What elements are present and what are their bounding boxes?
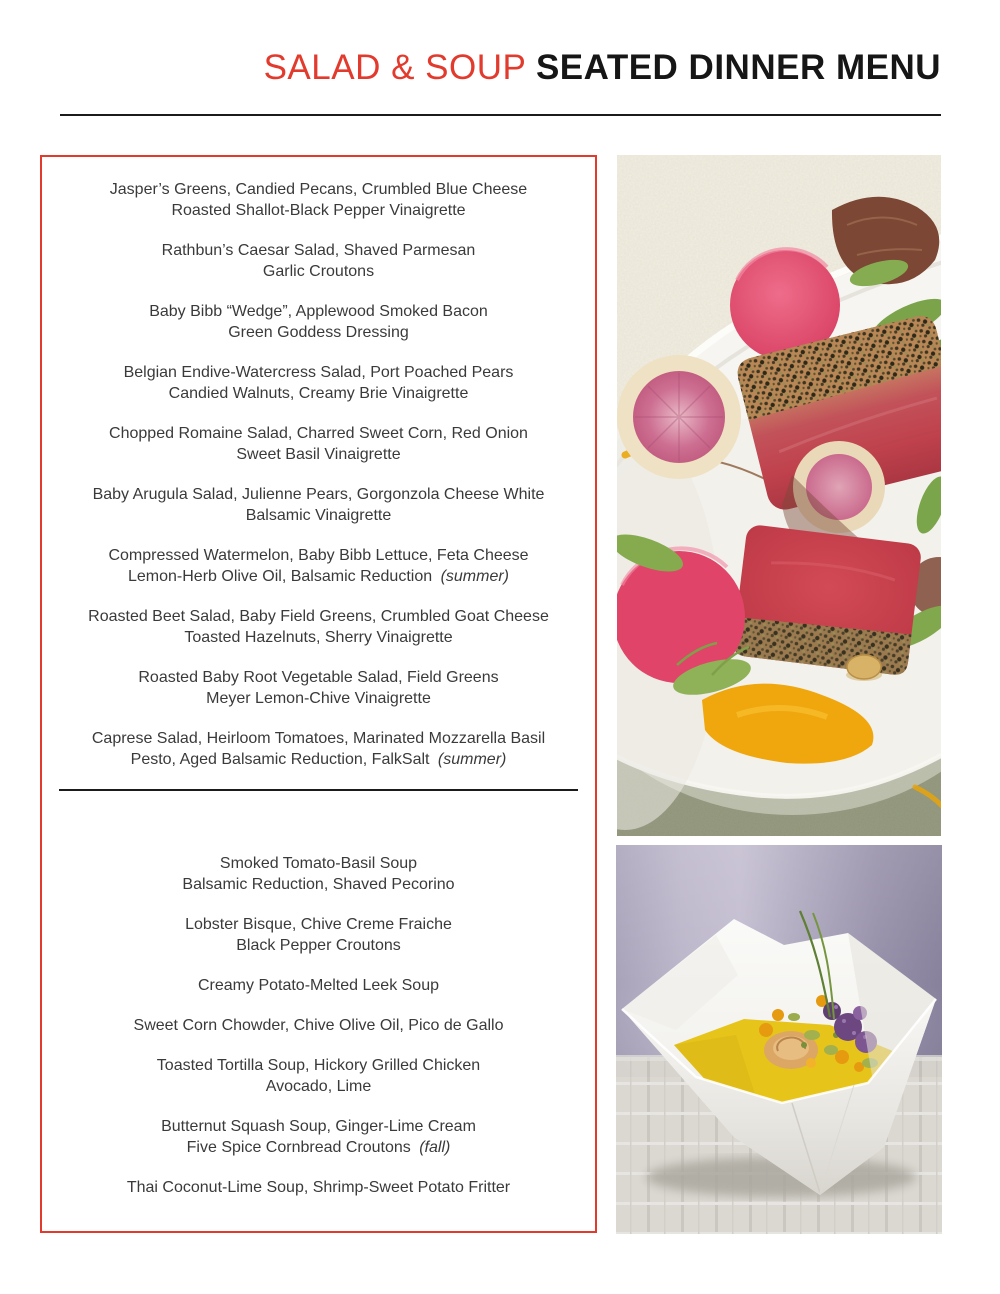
menu-line: Black Pepper Croutons: [236, 937, 401, 954]
menu-item: [42, 914, 595, 956]
menu-line: Sweet Corn Chowder, Chive Olive Oil, Pico de Gallo: [133, 1017, 504, 1034]
salad-photo: [617, 155, 941, 836]
menu-item: [42, 545, 595, 587]
salad-list: [42, 157, 595, 770]
menu-line: Balsamic Vinaigrette: [245, 507, 392, 524]
menu-item: [42, 179, 595, 221]
page-title: [264, 50, 941, 85]
menu-line: Roasted Shallot-Black Pepper Vinaigrette: [171, 202, 466, 219]
menu-line: Baby Bibb “Wedge”, Applewood Smoked Bacon: [149, 303, 488, 320]
menu-line: Balsamic Reduction, Shaved Pecorino: [182, 876, 455, 893]
menu-line: Toasted Tortilla Soup, Hickory Grilled Chicken: [156, 1057, 481, 1074]
menu-item: [42, 853, 595, 895]
menu-line: Smoked Tomato-Basil Soup: [219, 855, 418, 872]
title-underline: [60, 114, 941, 116]
soup-list: [42, 831, 595, 1198]
menu-line: Five Spice Cornbread Croutons (fall): [186, 1139, 451, 1156]
menu-line: Caprese Salad, Heirloom Tomatoes, Marinated Mozzarella Basil: [91, 730, 546, 747]
menu-line: Roasted Baby Root Vegetable Salad, Field Greens: [138, 669, 499, 686]
menu-item: [42, 484, 595, 526]
menu-line: Toasted Hazelnuts, Sherry Vinaigrette: [184, 629, 453, 646]
menu-line: Pesto, Aged Balsamic Reduction, FalkSalt (summer): [130, 751, 507, 768]
menu-item: [42, 1177, 595, 1198]
menu-panel: [40, 155, 597, 1233]
menu-item: [42, 362, 595, 404]
menu-item: [42, 1015, 595, 1036]
menu-line: Roasted Beet Salad, Baby Field Greens, Crumbled Goat Cheese: [88, 608, 549, 625]
page-title-accent: SALAD & SOUP: [263, 48, 526, 87]
menu-item: [42, 423, 595, 465]
menu-line: Lemon-Herb Olive Oil, Balsamic Reduction (summer): [128, 568, 509, 585]
menu-line: Candied Walnuts, Creamy Brie Vinaigrette: [168, 385, 469, 402]
menu-item: [42, 606, 595, 648]
menu-item: [42, 728, 595, 770]
menu-item: [42, 667, 595, 709]
menu-line: Rathbun’s Caesar Salad, Shaved Parmesan: [161, 242, 476, 259]
soup-photo: [616, 845, 942, 1234]
section-divider: [59, 789, 578, 791]
menu-line: Lobster Bisque, Chive Creme Fraiche: [185, 916, 452, 933]
menu-item: [42, 301, 595, 343]
menu-line: Thai Coconut-Lime Soup, Shrimp-Sweet Potato Fritter: [126, 1179, 511, 1196]
menu-item: [42, 1055, 595, 1097]
menu-line: Chopped Romaine Salad, Charred Sweet Corn, Red Onion: [109, 425, 528, 442]
menu-item: [42, 1116, 595, 1158]
menu-line: Creamy Potato-Melted Leek Soup: [197, 977, 439, 994]
menu-line: Baby Arugula Salad, Julienne Pears, Gorgonzola Cheese White: [92, 486, 545, 503]
page-title-main: SEATED DINNER MENU: [535, 48, 941, 87]
menu-line: Garlic Croutons: [262, 263, 375, 280]
menu-line: Green Goddess Dressing: [228, 324, 409, 341]
menu-line: Sweet Basil Vinaigrette: [236, 446, 401, 463]
menu-line: Compressed Watermelon, Baby Bibb Lettuce, Feta Cheese: [108, 547, 529, 564]
menu-line: Belgian Endive-Watercress Salad, Port Poached Pears: [123, 364, 514, 381]
menu-line: Meyer Lemon-Chive Vinaigrette: [206, 690, 431, 707]
menu-item: [42, 975, 595, 996]
menu-line: Butternut Squash Soup, Ginger-Lime Cream: [161, 1118, 476, 1135]
menu-line: Jasper’s Greens, Candied Pecans, Crumbled Blue Cheese: [109, 181, 528, 198]
menu-item: [42, 240, 595, 282]
menu-line: Avocado, Lime: [265, 1078, 372, 1095]
